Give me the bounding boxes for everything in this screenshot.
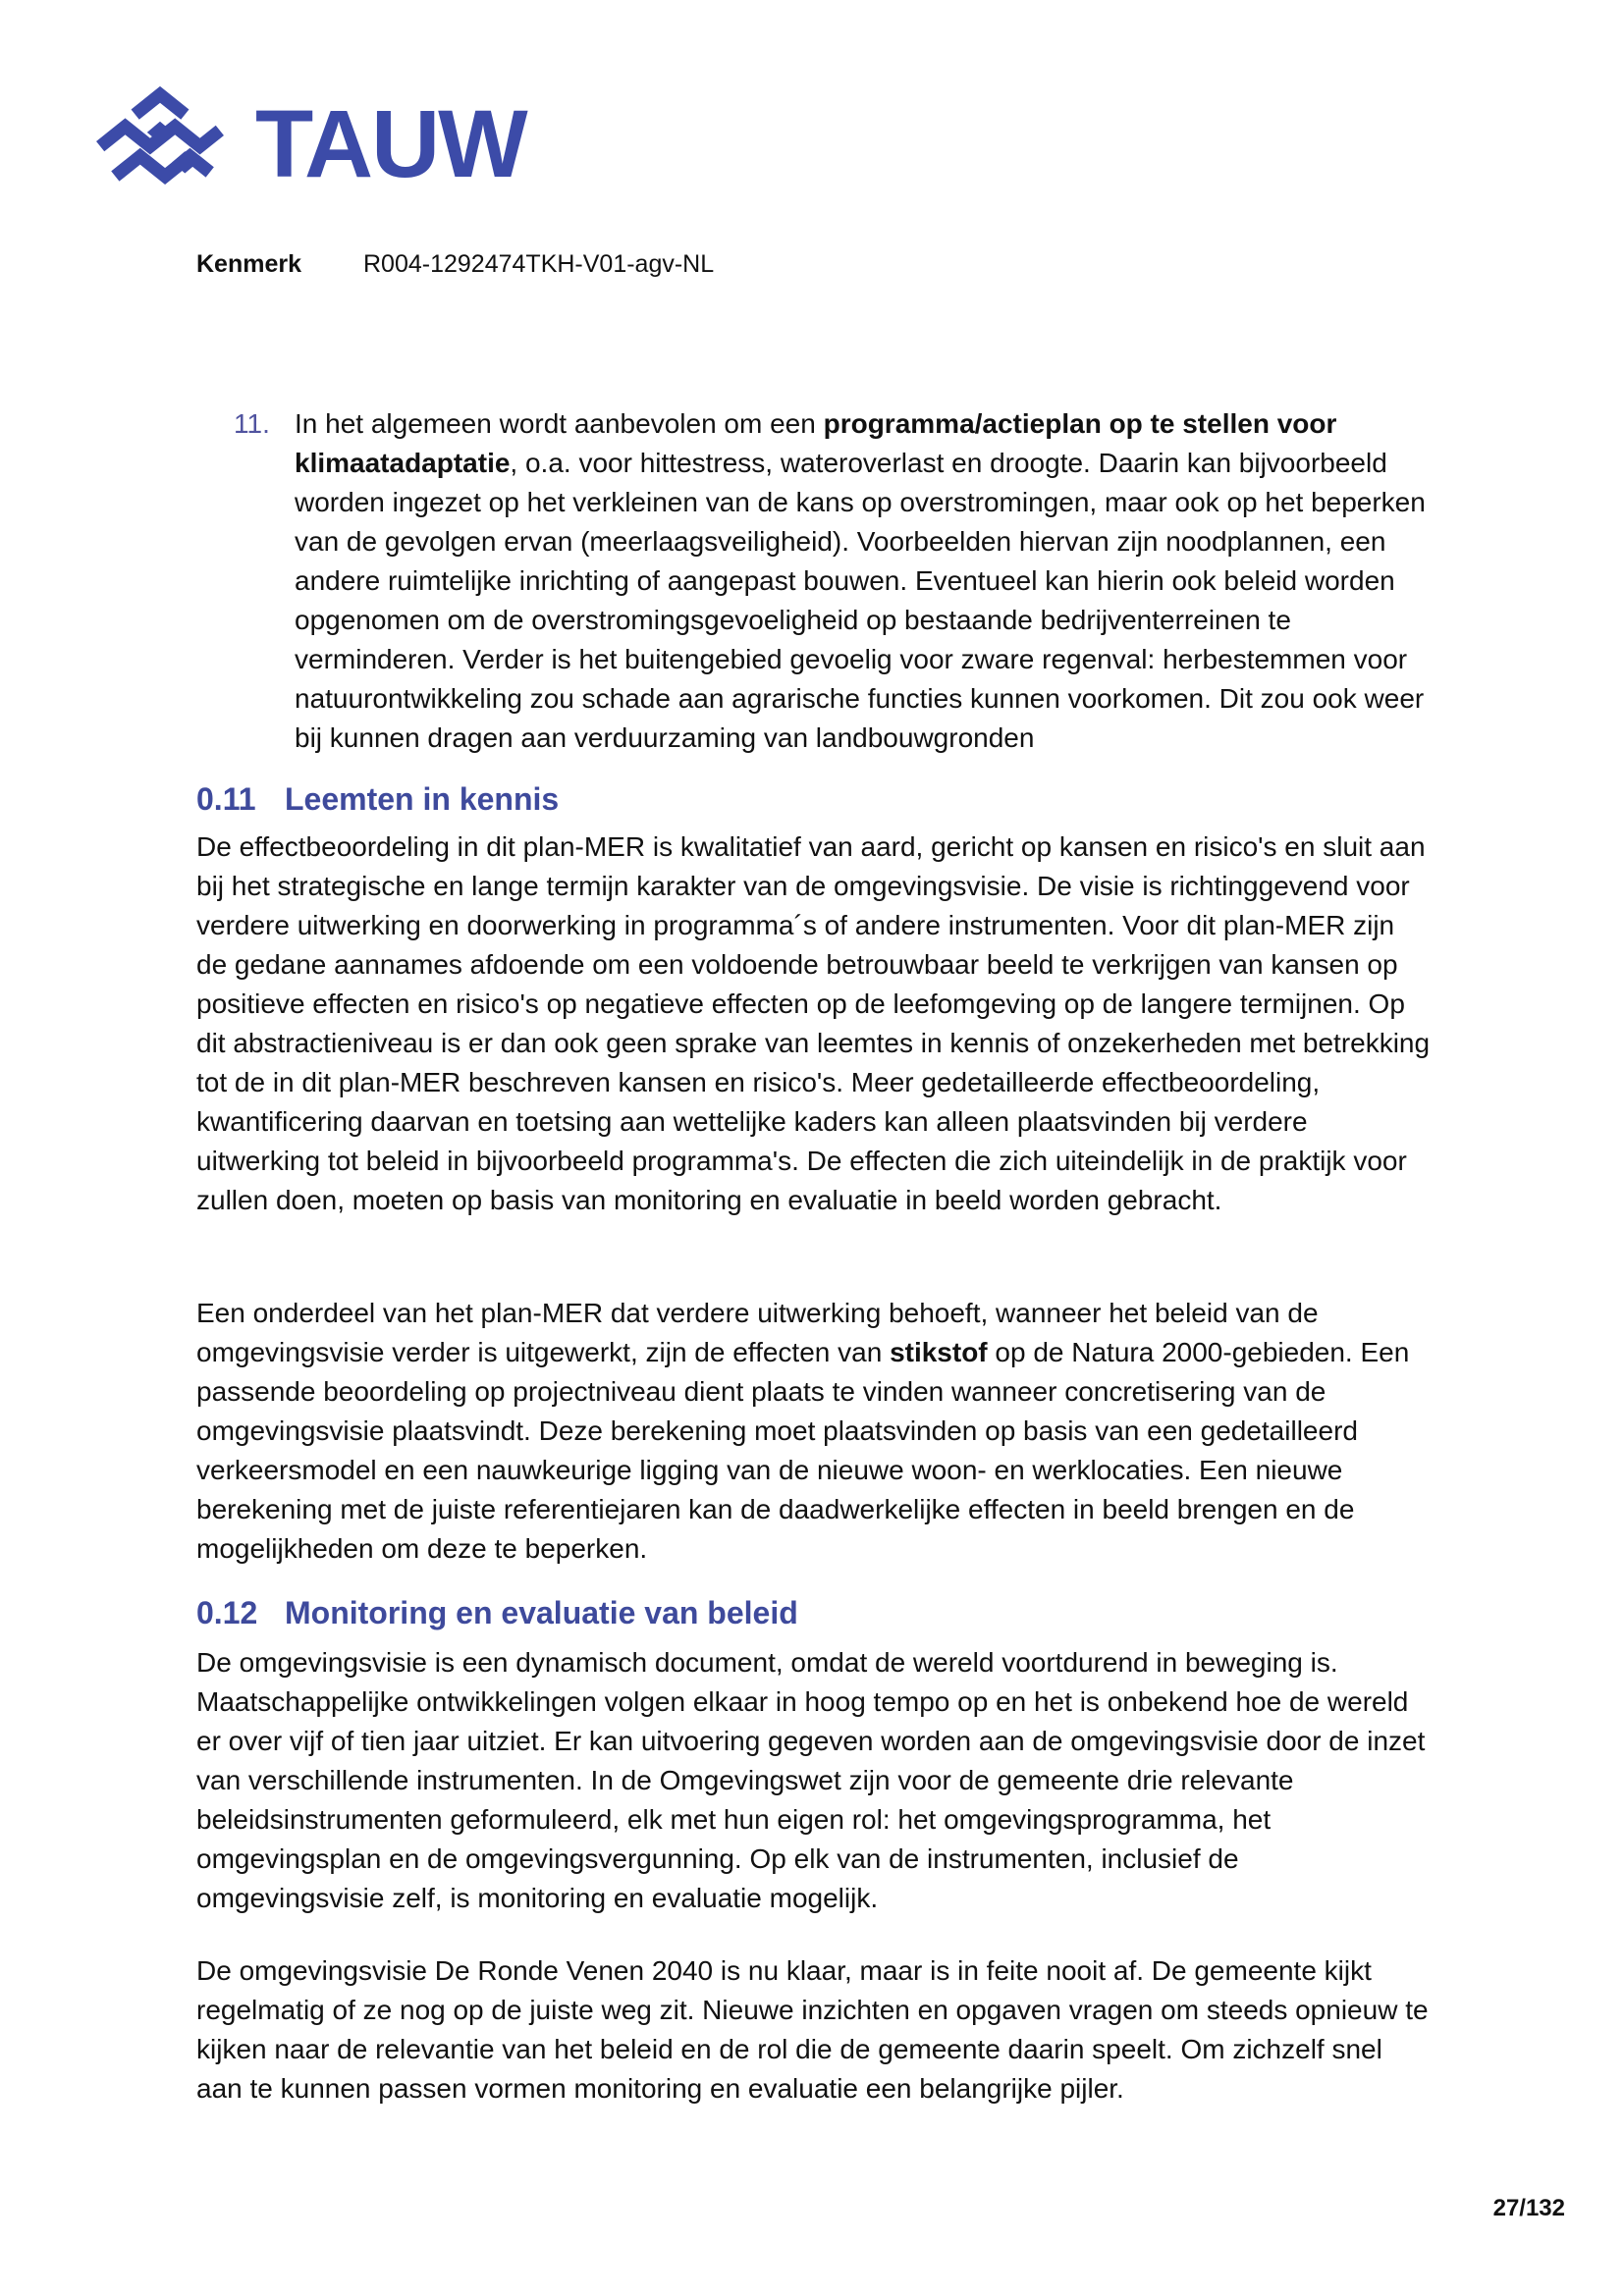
paragraph-monitoring-1: De omgevingsvisie is een dynamisch document, omdat de wereld voortdurend in beweging is. Maatschappelijke ontwikkelingen volgen elkaar in hoog tempo op en het is onbekend hoe de wereld er over vijf of tien jaar uitziet. Er kan uitvoering gegeven worden aan de omgevingsvisie door de inzet van verschillende instrumenten. In de Omgevingswet zijn voor de gemeente drie relevante beleidsinstrumenten geformuleerd, elk met hun eigen rol: het omgevingsprogramma, het omgevingsplan en de omgevingsvergunning. Op elk van de instrumenten, inclusief de omgevingsvisie zelf, is monitoring en evaluatie mogelijk. <box>196 1647 1426 1913</box>
paragraph-leemten-1: De effectbeoordeling in dit plan-MER is kwalitatief van aard, gericht op kansen en risico's en sluit aan bij het strategische en lange termijn karakter van de omgevingsvisie. De visie is richtinggevend voor verdere uitwerking en doorwerking in programma´s of andere instrumenten. Voor dit plan-MER zijn de gedane aannames afdoende om een voldoende betrouwbaar beeld te verkrijgen van kansen op positieve effecten en risico's op negatieve effecten op de leefomgeving op de langere termijnen. Op dit abstractieniveau is er dan ook geen sprake van leemtes in kennis of onzekerheden met betrekking tot de in dit plan-MER beschreven kansen en risico's. Meer gedetailleerde effectbeoordeling, kwantificering daarvan en toetsing aan wettelijke kaders kan alleen plaatsvinden bij verdere uitwerking tot beleid in bijvoorbeeld programma's. De effecten die zich uiteindelijk in de praktijk voor zullen doen, moeten op basis van monitoring en evaluatie in beeld worden gebracht. <box>196 831 1431 1215</box>
list-item-11 <box>196 404 1432 758</box>
kenmerk-label: Kenmerk <box>196 250 301 278</box>
document-meta-row <box>196 248 714 280</box>
tauw-wordmark: TAUW <box>255 90 526 197</box>
heading-title: Monitoring en evaluatie van beleid <box>285 1595 798 1630</box>
paragraph-monitoring-2: De omgevingsvisie De Ronde Venen 2040 is nu klaar, maar is in feite nooit af. De gemeente kijkt regelmatig of ze nog op de juiste weg zit. Nieuwe inzichten en opgaven vragen om steeds opnieuw te kijken naar de relevantie van het beleid en de rol die de gemeente daarin speelt. Om zichzelf snel aan te kunnen passen vormen monitoring en evaluatie een belangrijke pijler. <box>196 1955 1429 2104</box>
section-heading-leemten-in-kennis <box>196 780 1432 818</box>
heading-number: 0.11 <box>196 781 256 817</box>
section-heading-monitoring-en-evaluatie <box>196 1594 1432 1631</box>
page-number: 27/132 <box>1492 2195 1565 2221</box>
tauw-logo <box>90 84 526 196</box>
paragraph-leemten-2: Een onderdeel van het plan-MER dat verdere uitwerking behoeft, wanneer het beleid van de omgevingsvisie verder is uitgewerkt, zijn de effecten van stikstof op de Natura 2000-gebieden. Een passende beoordeling op projectniveau dient plaats te vinden wanneer concretisering van de omgevingsvisie plaatsvindt. Deze berekening moet plaatsvinden op basis van een gedetailleerd verkeersmodel en een nauwkeurige ligging van de nieuwe woon- en werklocaties. Een nieuwe berekening met de juiste referentiejaren kan de daadwerkelijke effecten in beeld brengen en de mogelijkheden om deze te beperken. <box>196 1298 1410 1564</box>
tauw-waves-icon <box>90 84 230 196</box>
list-item-number: 11. <box>234 408 270 439</box>
list-item-text: In het algemeen wordt aanbevolen om een programma/actieplan op te stellen voor klimaatadaptatie, o.a. voor hittestress, wateroverlast en droogte. Daarin kan bijvoorbeeld worden ingezet op het verkleinen van de kans op overstromingen, maar ook op het beperken van de gevolgen ervan (meerlaagsveiligheid). Voorbeelden hiervan zijn noodplannen, een andere ruimtelijke inrichting of aangepast bouwen. Eventueel kan hierin ook beleid worden opgenomen om de overstromingsgevoeligheid op bestaande bedrijventerreinen te verminderen. Verder is het buitengebied gevoelig voor zware regenval: herbestemmen voor natuurontwikkeling zou schade aan agrarische functies kunnen voorkomen. Dit zou ook weer bij kunnen dragen aan verduurzaming van landbouwgronden <box>295 408 1426 753</box>
kenmerk-value: R004-1292474TKH-V01-agv-NL <box>363 250 715 278</box>
heading-title: Leemten in kennis <box>285 781 560 817</box>
heading-number: 0.12 <box>196 1595 258 1630</box>
